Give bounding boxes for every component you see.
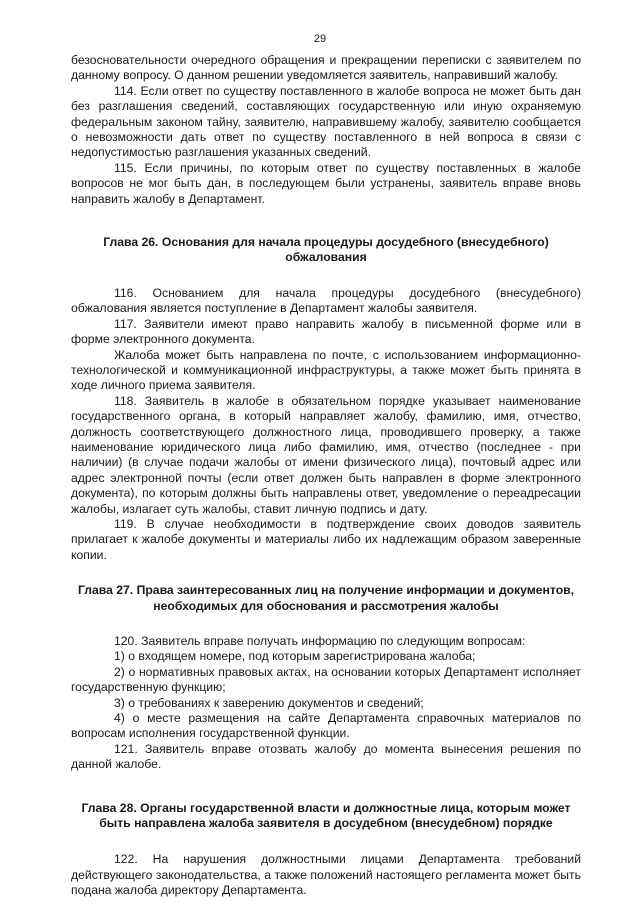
paragraph: 114. Если ответ по существу поставленного в жалобе вопроса не может быть дан без разглашения сведений, составляющих государственную или иную охраняемую федеральным законом тайну, заявителю, направившему жалобу, заявителю сообщается о невозможности дать ответ по существу поставленного в ней вопроса в связи с недопустимостью разглашения указанных сведений. [71, 83, 581, 160]
paragraph: 115. Если причины, по которым ответ по существу поставленных в жалобе вопросов не мог быть дан, в последующем были устранены, заявитель вправе вновь направить жалобу в Департамент. [71, 160, 581, 206]
chapter-heading: Глава 27. Права заинтересованных лиц на получение информации и документов, необходимых для обоснования и рассмотрения жалобы [77, 583, 575, 613]
paragraph: 117. Заявители имеют право направить жалобу в письменной форме или в форме электронного документа. [71, 316, 581, 347]
paragraph: 116. Основанием для начала процедуры досудебного (внесудебного) обжалования является поступление в Департамент жалобы заявителя. [71, 285, 581, 316]
chapter-heading: Глава 28. Органы государственной власти и должностные лица, которым может быть направлена жалоба заявителя в досудебном (внесудебном) порядке [81, 800, 571, 831]
paragraph: 118. Заявитель в жалобе в обязательном порядке указывает наименование государственного органа, в который направляет жалобу, фамилию, имя, отчество, должность соответствующего должностного лица, проводившего проверку, а также наименование юридического лица либо фамилию, имя, отчество (последнее - при наличии) (в случае подачи жалобы от имени физического лица), почтовый адрес или адрес электронной почты (если ответ должен быть направлен в форме электронного документа), по которым должны быть направлены ответ, уведомление о переадресации жалобы, излагает суть жалобы, ставит личную подпись и дату. [71, 393, 581, 516]
list-item: 1) о входящем номере, под которым зарегистрирована жалоба; [114, 649, 476, 664]
paragraph: 120. Заявитель вправе получать информацию по следующим вопросам: [114, 634, 526, 648]
page-number: 29 [313, 33, 327, 45]
paragraph: безосновательности очередного обращения и прекращении переписки с заявителем по данному вопросу. О данном решении уведомляется заявитель, направивший жалобу. [71, 53, 581, 83]
paragraph: 121. Заявитель вправе отозвать жалобу до момента вынесения решения по данной жалобе. [71, 741, 581, 772]
chapter-heading: Глава 26. Основания для начала процедуры досудебного (внесудебного) обжалования [103, 235, 549, 265]
paragraph: Жалоба может быть направлена по почте, с использованием информационно-технологической и коммуникационной инфраструктуры, а также может быть принята в ходе личного приема заявителя. [71, 347, 581, 393]
paragraph: 122. На нарушения должностными лицами Департамента требований действующего законодательства, а также положений настоящего регламента может быть подана жалоба директору Департамента. [71, 852, 581, 898]
paragraph: 119. В случае необходимости в подтверждение своих доводов заявитель прилагает к жалобе документы и материалы либо их надлежащим образом заверенные копии. [71, 516, 581, 562]
list-item: 2) о нормативных правовых актах, на основании которых Департамент исполняет государственную функцию; [71, 664, 581, 695]
list-item: 3) о требованиях к заверению документов и сведений; [114, 695, 424, 710]
document-body [71, 53, 581, 899]
list-item: 4) о месте размещения на сайте Департамента справочных материалов по вопросам исполнения государственной функции. [71, 711, 581, 741]
